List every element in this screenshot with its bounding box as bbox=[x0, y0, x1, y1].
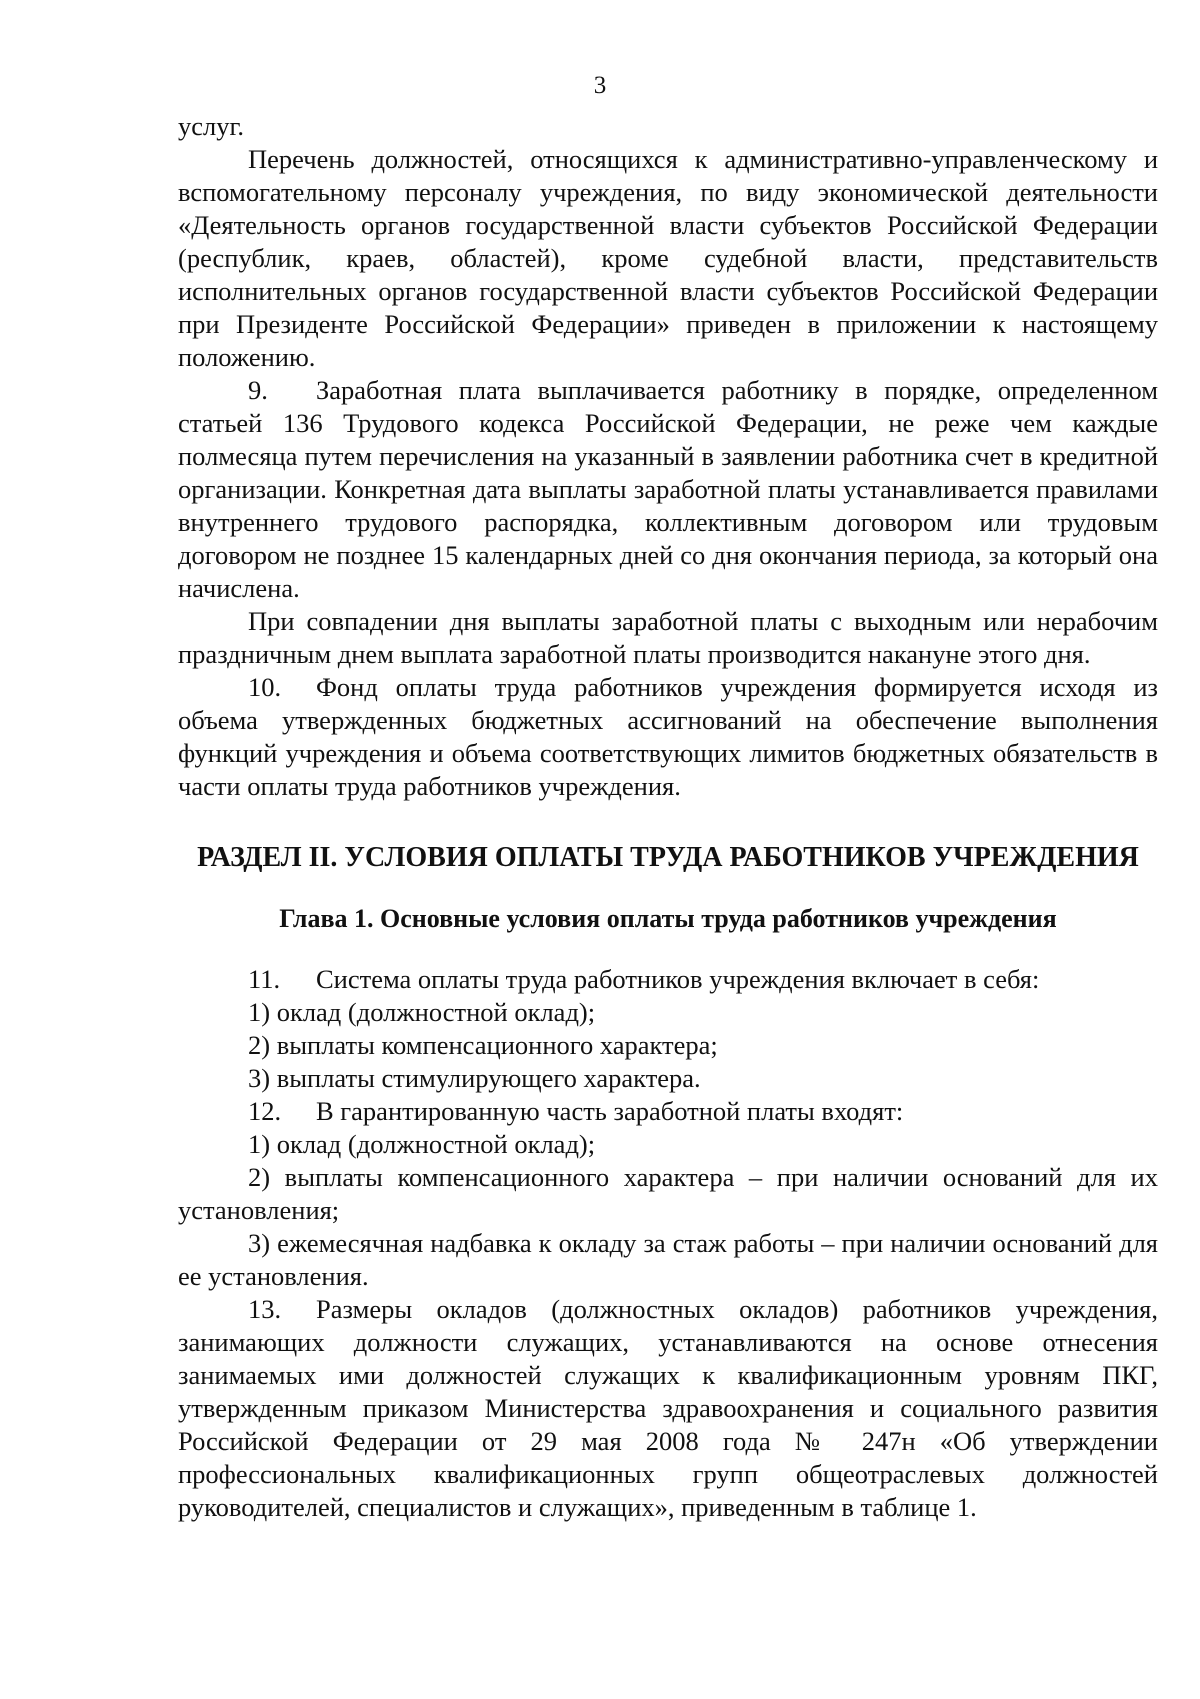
item-12-number: 12. bbox=[248, 1096, 282, 1126]
item-12-list-item: 3) ежемесячная надбавка к окладу за стаж работы – при наличии оснований для ее установления. bbox=[178, 1228, 1158, 1291]
item-11-list-item: 1) оклад (должностной оклад); bbox=[248, 997, 596, 1027]
item-9-number: 9. bbox=[248, 375, 268, 405]
item-11-number: 11. bbox=[248, 964, 281, 994]
chapter-heading: Глава 1. Основные условия оплаты труда работников учреждения bbox=[279, 904, 1057, 933]
section-heading: РАЗДЕЛ II. УСЛОВИЯ ОПЛАТЫ ТРУДА РАБОТНИКОВ УЧРЕЖДЕНИЯ bbox=[197, 842, 1139, 873]
item-12-text: В гарантированную часть заработной платы входят: bbox=[316, 1096, 904, 1126]
item-12-list-item: 2) выплаты компенсационного характера – при наличии оснований для их установления; bbox=[178, 1162, 1158, 1225]
item-11-text: Система оплаты труда работников учреждения включает в себя: bbox=[316, 964, 1040, 994]
item-13-text: Размеры окладов (должностных окладов) работников учреждения, занимающих должности служащих, устанавливаются на основе отнесения занимаемых ими должностей служащих к квалификационным уровням ПКГ, утвержденным приказом Министерства здравоохранения и социального развития Российской Федерации от 29 мая 2008 года № 247н «Об утверждении профессиональных квалификационных групп общеотраслевых должностей руководителей, специалистов и служащих», приведенным в таблице 1. bbox=[178, 1294, 1158, 1522]
paragraph-position-list: Перечень должностей, относящихся к административно-управленческому и вспомогательному персоналу учреждения, по виду экономической деятельности «Деятельность органов государственной власти субъектов Российской Федерации (республик, краев, областей), кроме судебной власти, представительств исполнительных органов государственной власти субъектов Российской Федерации при Президенте Российской Федерации» приведен в приложении к настоящему положению. bbox=[178, 144, 1158, 372]
item-9-holiday-paragraph: При совпадении дня выплаты заработной платы с выходным или нерабочим праздничным днем выплата заработной платы производится накануне этого дня. bbox=[178, 606, 1158, 669]
item-11 bbox=[178, 963, 1158, 996]
item-9-text: Заработная плата выплачивается работнику в порядке, определенном статьей 136 Трудового кодекса Российской Федерации, не реже чем каждые полмесяца путем перечисления на указанный в заявлении работника счет в кредитной организации. Конкретная дата выплаты заработной платы устанавливается правилами внутреннего трудового распорядка, коллективным договором или трудовым договором не позднее 15 календарных дней со дня окончания периода, за который она начислена. bbox=[178, 375, 1158, 603]
item-10-text: Фонд оплаты труда работников учреждения формируется исходя из объема утвержденных бюджетных ассигнований на обеспечение выполнения функций учреждения и объема соответствующих лимитов бюджетных обязательств в части оплаты труда работников учреждения. bbox=[178, 672, 1158, 801]
paragraph-continuation: услуг. bbox=[178, 111, 244, 141]
item-10-number: 10. bbox=[248, 672, 282, 702]
item-9 bbox=[178, 374, 1158, 605]
item-12-list-item: 1) оклад (должностной оклад); bbox=[248, 1129, 596, 1159]
document-body bbox=[178, 110, 1158, 1524]
item-11-list-item: 2) выплаты компенсационного характера; bbox=[248, 1030, 718, 1060]
item-13-number: 13. bbox=[248, 1294, 282, 1324]
item-12 bbox=[178, 1095, 1158, 1128]
item-10 bbox=[178, 671, 1158, 803]
page-number: 3 bbox=[593, 72, 607, 99]
item-13 bbox=[178, 1293, 1158, 1524]
item-11-list-item: 3) выплаты стимулирующего характера. bbox=[248, 1063, 701, 1093]
